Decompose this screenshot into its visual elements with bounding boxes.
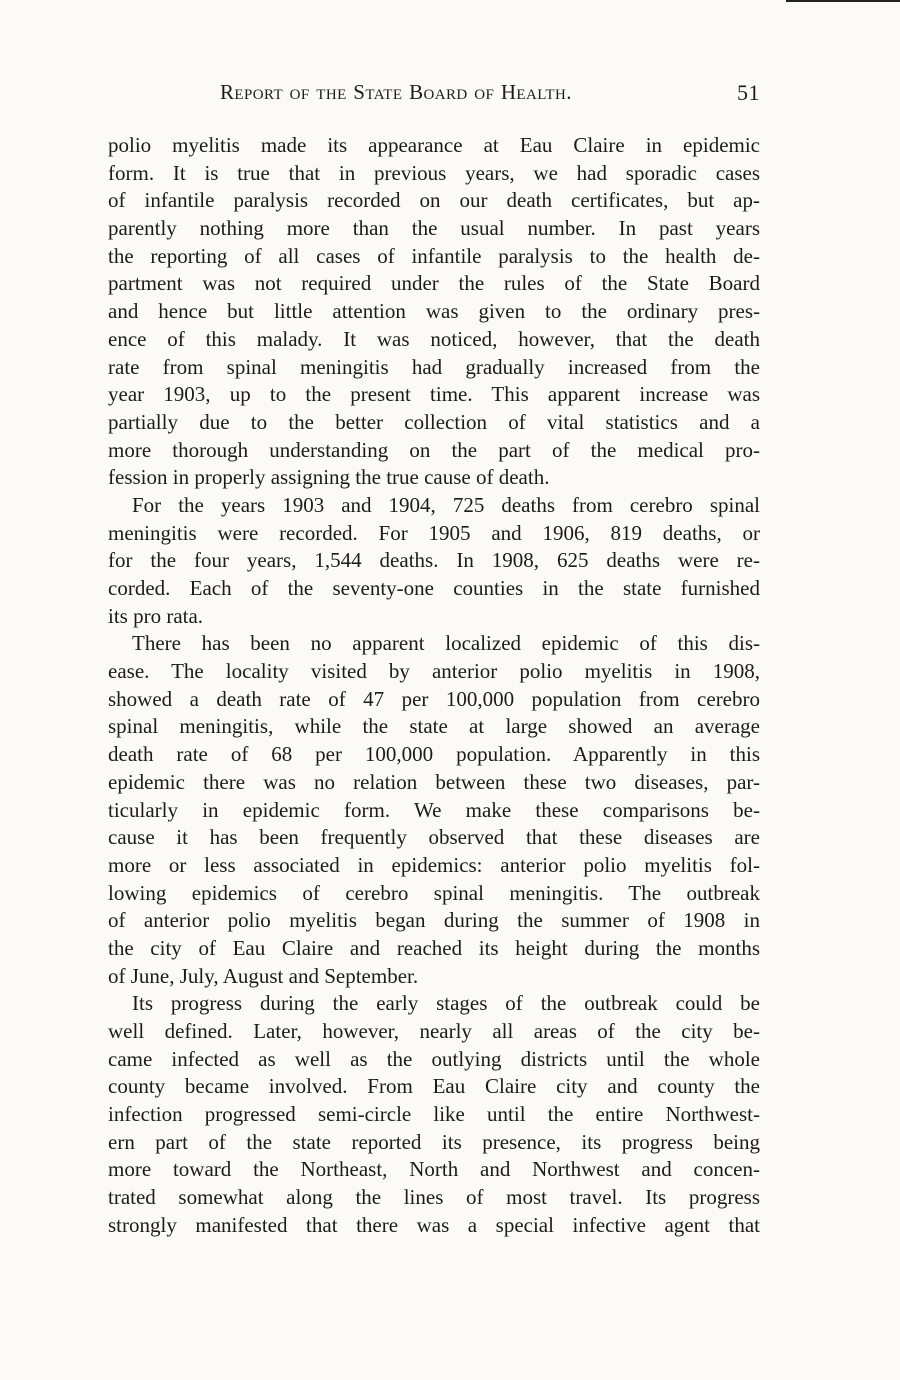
text-line: epidemic there was no relation between these two diseases, par- xyxy=(108,769,760,794)
text-line: corded. Each of the seventy-one counties in the state furnished xyxy=(108,576,760,600)
text-line: year 1903, up to the present time. This apparent increase was xyxy=(108,382,760,407)
text-line: form. It is true that in previous years, we had sporadic cases xyxy=(108,160,760,185)
text-line: fession in properly assigning the true cause of death. xyxy=(108,465,550,490)
text-line: for the four years, 1,544 deaths. In 1908, 625 deaths were re- xyxy=(108,548,760,573)
text-line: parently nothing more than the usual number. In past years xyxy=(108,216,760,241)
text-line: spinal meningitis, while the state at large showed an average xyxy=(108,714,760,739)
text-line: ence of this malady. It was noticed, however, that the death xyxy=(108,326,760,351)
text-line: ern part of the state reported its presence, its progress being xyxy=(108,1129,760,1154)
page-number: 51 xyxy=(737,80,760,105)
running-title: Report of the State Board of Health. xyxy=(220,80,572,104)
text-line: partment was not required under the rules of the State Board xyxy=(108,271,760,296)
text-line: more or less associated in epidemics: anterior polio myelitis fol- xyxy=(108,852,760,877)
text-line: partially due to the better collection of vital statistics and a xyxy=(108,409,760,434)
text-line: ticularly in epidemic form. We make these comparisons be- xyxy=(108,797,760,822)
text-line: and hence but little attention was given to the ordinary pres- xyxy=(108,299,760,324)
text-line: the city of Eau Claire and reached its height during the months xyxy=(108,935,760,960)
text-line: There has been no apparent localized epidemic of this dis- xyxy=(132,631,760,656)
text-line: polio myelitis made its appearance at Eau Claire in epidemic xyxy=(108,133,760,157)
text-line: county became involved. From Eau Claire city and county the xyxy=(108,1074,760,1099)
text-line: cause it has been frequently observed that these diseases are xyxy=(108,825,760,850)
text-line: came infected as well as the outlying districts until the whole xyxy=(108,1046,760,1071)
text-line: its pro rata. xyxy=(108,603,204,628)
text-line: strongly manifested that there was a special infective agent that xyxy=(108,1212,760,1237)
text-line: the reporting of all cases of infantile paralysis to the health de- xyxy=(108,243,760,268)
text-line: more toward the Northeast, North and Northwest and concen- xyxy=(108,1157,760,1182)
text-line: For the years 1903 and 1904, 725 deaths from cerebro spinal xyxy=(132,492,760,517)
text-line: of June, July, August and September. xyxy=(108,963,419,988)
text-line: trated somewhat along the lines of most travel. Its progress xyxy=(108,1185,760,1210)
text-line: of infantile paralysis recorded on our death certificates, but ap- xyxy=(108,188,760,213)
text-line: well defined. Later, however, nearly all areas of the city be- xyxy=(108,1019,760,1043)
text-line: Its progress during the early stages of the outbreak could be xyxy=(132,991,760,1016)
top-edge-rule xyxy=(786,0,900,2)
page-header xyxy=(108,80,760,110)
text-line: more thorough understanding on the part of the medical pro- xyxy=(108,437,760,462)
text-line: showed a death rate of 47 per 100,000 population from cerebro xyxy=(108,686,760,711)
text-line: meningitis were recorded. For 1905 and 1906, 819 deaths, or xyxy=(108,520,760,545)
body-text xyxy=(108,132,760,1240)
text-line: rate from spinal meningitis had gradually increased from the xyxy=(108,354,760,379)
text-line: infection progressed semi-circle like until the entire Northwest- xyxy=(108,1102,760,1127)
text-line: death rate of 68 per 100,000 population. Apparently in this xyxy=(108,742,760,767)
text-line: of anterior polio myelitis began during the summer of 1908 in xyxy=(108,908,760,933)
text-line: lowing epidemics of cerebro spinal meningitis. The outbreak xyxy=(108,880,760,905)
text-line: ease. The locality visited by anterior polio myelitis in 1908, xyxy=(108,659,760,684)
